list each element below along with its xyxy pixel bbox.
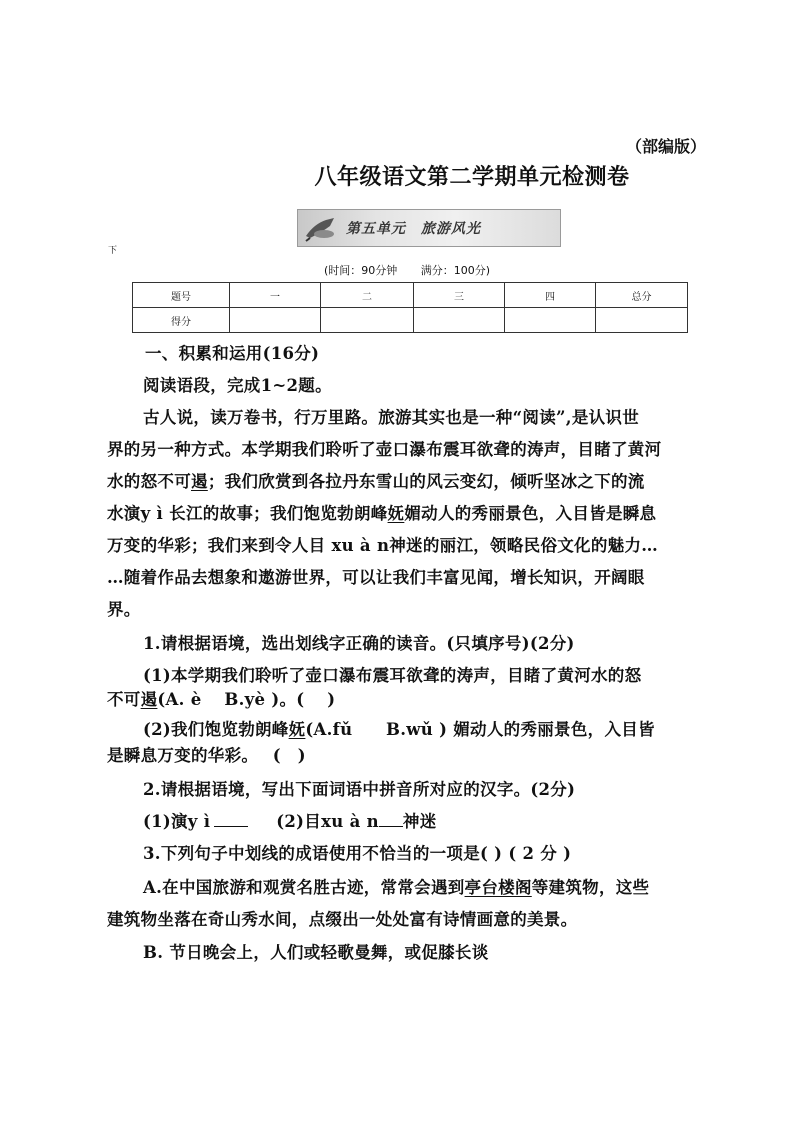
question-1-sub1-cont[interactable]: 不可遏(A. è B.yè )。( ) — [107, 690, 336, 709]
underlined-char: 遏 — [140, 690, 158, 709]
answer-blank[interactable] — [214, 812, 248, 827]
score-table-header-row — [133, 283, 688, 308]
score-table-score-row — [133, 308, 688, 333]
ink-brush-icon — [304, 214, 338, 242]
underlined-char: 遏 — [191, 472, 208, 491]
score-table — [132, 282, 688, 333]
time-label: (时间：90分钟 — [323, 264, 398, 277]
exam-time-info — [0, 262, 794, 278]
header-cell: 一 — [230, 283, 321, 308]
question-1-sub2-cont[interactable]: 是瞬息万变的华彩。 ( ) — [107, 746, 306, 765]
unit-banner — [297, 209, 561, 247]
instruction: 阅读语段，完成1~2题。 — [143, 376, 332, 395]
answer-blank[interactable] — [379, 812, 403, 827]
q2-item-b-label: (2)目xu à n — [276, 812, 379, 831]
passage-line: 界的另一种方式。本学期我们聆听了壶口瀑布震耳欲聋的涛声，目睹了黄河 — [107, 440, 662, 459]
question-1-stem: 1.请根据语境，选出划线字正确的读音。(只填序号)(2分) — [143, 634, 575, 653]
passage-line: 水演y ì 长江的故事；我们饱览勃朗峰妩媚动人的秀丽景色，入目皆是瞬息 — [107, 504, 657, 523]
passage-line: …随着作品去想象和遨游世界，可以让我们丰富见闻，增长知识，开阔眼 — [107, 568, 645, 587]
question-1-sub1: (1)本学期我们聆听了壶口瀑布震耳欲聋的涛声，目睹了黄河水的怒 — [143, 666, 642, 685]
option-a-cont: 建筑物坐落在奇山秀水间，点缀出一处处富有诗情画意的美景。 — [107, 910, 578, 929]
edition-label: （部编版） — [626, 137, 707, 156]
header-cell: 题号 — [133, 283, 230, 308]
passage-line: 界。 — [107, 600, 141, 619]
section-heading: 一、积累和运用(16分) — [145, 344, 320, 363]
page-title: 八年级语文第二学期单元检测卷 — [314, 165, 630, 190]
header-cell: 总分 — [596, 283, 688, 308]
header-cell: 二 — [321, 283, 414, 308]
header-cell: 四 — [505, 283, 596, 308]
question-2-stem: 2.请根据语境，写出下面词语中拼音所对应的汉字。(2分) — [143, 780, 576, 799]
question-2-items — [107, 812, 733, 832]
passage-line: 水的怒不可遏；我们欣赏到各拉丹东雪山的风云变幻，倾听坚冰之下的流 — [107, 472, 645, 491]
banner-text: 第五单元 旅游风光 — [346, 221, 481, 237]
option-a[interactable]: A.在中国旅游和观赏名胜古迹，常常会遇到亭台楼阁等建筑物，这些 — [143, 878, 650, 897]
score-cell[interactable] — [596, 308, 688, 333]
score-cell[interactable] — [505, 308, 596, 333]
row-label-cell: 得分 — [133, 308, 230, 333]
score-cell[interactable] — [230, 308, 321, 333]
underlined-char: 妩 — [387, 504, 405, 523]
score-cell[interactable] — [414, 308, 505, 333]
option-b[interactable]: B. 节日晚会上，人们或轻歌曼舞，或促膝长谈 — [143, 943, 489, 962]
underlined-char: 妩 — [288, 720, 306, 739]
q2-item-b-suffix: 神迷 — [402, 812, 437, 831]
header-cell: 三 — [414, 283, 505, 308]
passage-line: 万变的华彩；我们来到令人目 xu à n神迷的丽江，领略民俗文化的魅力… — [107, 536, 659, 555]
underlined-idiom: 亭台楼阁 — [464, 878, 532, 897]
question-3-stem: 3.下列句子中划线的成语使用不恰当的一项是( ) ( 2 分 ) — [143, 844, 572, 863]
q2-item-a-label: (1)演y ì — [143, 812, 211, 831]
volume-mark: 下 — [108, 246, 118, 256]
full-score-label: 满分：100分) — [420, 264, 491, 277]
passage-line: 古人说，读万卷书，行万里路。旅游其实也是一种“阅读”,是认识世 — [143, 408, 640, 427]
score-cell[interactable] — [321, 308, 414, 333]
question-1-sub2: (2)我们饱览勃朗峰妩(A.fǔ B.wǔ ) 媚动人的秀丽景色，入目皆 — [143, 720, 655, 739]
